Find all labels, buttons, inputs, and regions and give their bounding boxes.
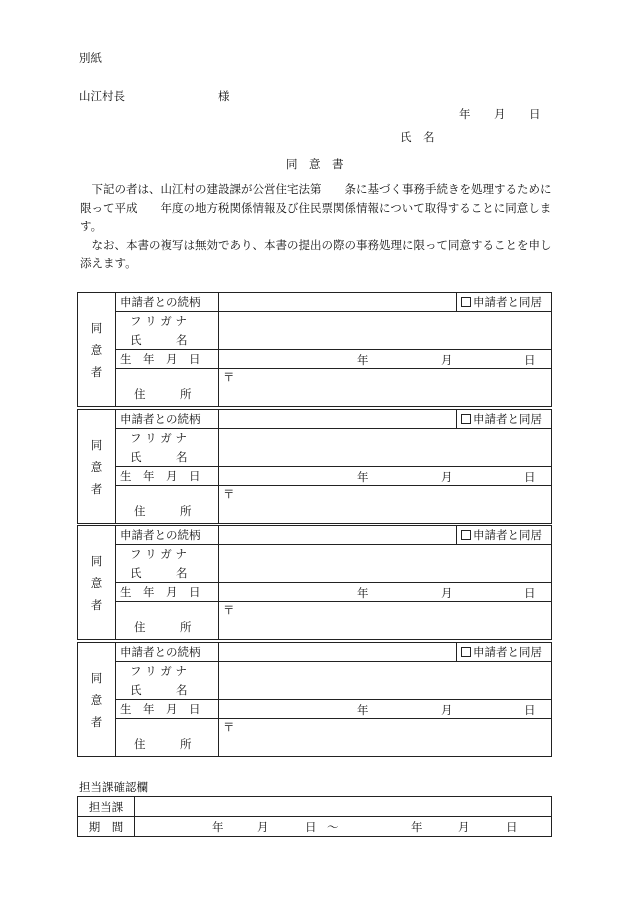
furigana-label: フ リ ガ ナ xyxy=(116,429,219,448)
consenter-block-1 xyxy=(77,292,552,407)
document-title: 同 意 書 xyxy=(286,157,344,171)
annex-label: 別紙 xyxy=(79,51,102,65)
name-field[interactable] xyxy=(219,545,552,583)
office-check-table xyxy=(77,796,552,837)
relation-label: 申請者との続柄 xyxy=(116,293,219,312)
signer-label: 氏 名 xyxy=(400,130,435,144)
cohabit-checkbox[interactable]: 申請者と同居 xyxy=(457,410,552,429)
cohabit-checkbox[interactable]: 申請者と同居 xyxy=(457,526,552,545)
date-month: 月 xyxy=(494,107,506,121)
relation-field[interactable] xyxy=(219,643,457,662)
consenter-side-label: 同 意 者 xyxy=(78,643,116,757)
relation-label: 申請者との続柄 xyxy=(116,643,219,662)
postal-mark: 〒 xyxy=(223,603,235,617)
birthdate-field[interactable]: 年 月 日 xyxy=(219,350,552,369)
furigana-label: フ リ ガ ナ xyxy=(116,545,219,564)
furigana-label: フ リ ガ ナ xyxy=(116,312,219,331)
name-label: 氏 名 xyxy=(116,331,219,350)
dept-field[interactable] xyxy=(135,797,552,817)
dept-label: 担当課 xyxy=(78,797,135,817)
address-label: 住 所 xyxy=(116,602,219,640)
consenter-side-label: 同 意 者 xyxy=(78,526,116,640)
addressee-honorific: 様 xyxy=(218,89,230,103)
furigana-label: フ リ ガ ナ xyxy=(116,662,219,681)
postal-mark: 〒 xyxy=(223,487,235,501)
office-check-heading: 担当課確認欄 xyxy=(79,780,148,794)
name-field[interactable] xyxy=(219,429,552,467)
date-year: 年 xyxy=(459,107,471,121)
birthdate-label: 生 年 月 日 xyxy=(116,700,219,719)
postal-mark: 〒 xyxy=(223,370,235,384)
name-field[interactable] xyxy=(219,312,552,350)
statement-paragraph-1: 下記の者は、山江村の建設課が公営住宅法第 条に基づく事務手続きを処理するために限って平成 年度の地方税関係情報及び住民票関係情報について取得することに同意します。 xyxy=(80,182,552,233)
consent-statement xyxy=(80,180,552,273)
birthdate-label: 生 年 月 日 xyxy=(116,583,219,602)
name-label: 氏 名 xyxy=(116,681,219,700)
birthdate-label: 生 年 月 日 xyxy=(116,467,219,486)
postal-mark: 〒 xyxy=(223,720,235,734)
consenter-block-4 xyxy=(77,642,552,757)
period-field[interactable]: 年 月 日 ～ 年 月 日 xyxy=(135,817,552,837)
address-field[interactable] xyxy=(219,719,552,757)
relation-field[interactable] xyxy=(219,293,457,312)
address-label: 住 所 xyxy=(116,486,219,524)
address-field[interactable] xyxy=(219,369,552,407)
relation-field[interactable] xyxy=(219,410,457,429)
address-field[interactable] xyxy=(219,486,552,524)
addressee-name: 山江村長 xyxy=(79,89,125,103)
name-label: 氏 名 xyxy=(116,564,219,583)
checkbox-icon[interactable] xyxy=(461,530,471,540)
relation-label: 申請者との続柄 xyxy=(116,526,219,545)
birthdate-label: 生 年 月 日 xyxy=(116,350,219,369)
checkbox-icon[interactable] xyxy=(461,297,471,307)
address-label: 住 所 xyxy=(116,369,219,407)
cohabit-checkbox[interactable]: 申請者と同居 xyxy=(457,293,552,312)
period-label: 期 間 xyxy=(78,817,135,837)
relation-field[interactable] xyxy=(219,526,457,545)
birthdate-field[interactable]: 年 月 日 xyxy=(219,467,552,486)
address-label: 住 所 xyxy=(116,719,219,757)
statement-paragraph-2: なお、本書の複写は無効であり、本書の提出の際の事務処理に限って同意することを申し添えます。 xyxy=(80,237,552,270)
relation-label: 申請者との続柄 xyxy=(116,410,219,429)
birthdate-field[interactable]: 年 月 日 xyxy=(219,583,552,602)
name-field[interactable] xyxy=(219,662,552,700)
consenter-block-2 xyxy=(77,409,552,524)
consenter-side-label: 同 意 者 xyxy=(78,293,116,407)
consenter-side-label: 同 意 者 xyxy=(78,410,116,524)
address-field[interactable] xyxy=(219,602,552,640)
consenter-block-3 xyxy=(77,525,552,640)
date-day: 日 xyxy=(529,107,541,121)
checkbox-icon[interactable] xyxy=(461,414,471,424)
name-label: 氏 名 xyxy=(116,448,219,467)
birthdate-field[interactable]: 年 月 日 xyxy=(219,700,552,719)
checkbox-icon[interactable] xyxy=(461,647,471,657)
cohabit-checkbox[interactable]: 申請者と同居 xyxy=(457,643,552,662)
